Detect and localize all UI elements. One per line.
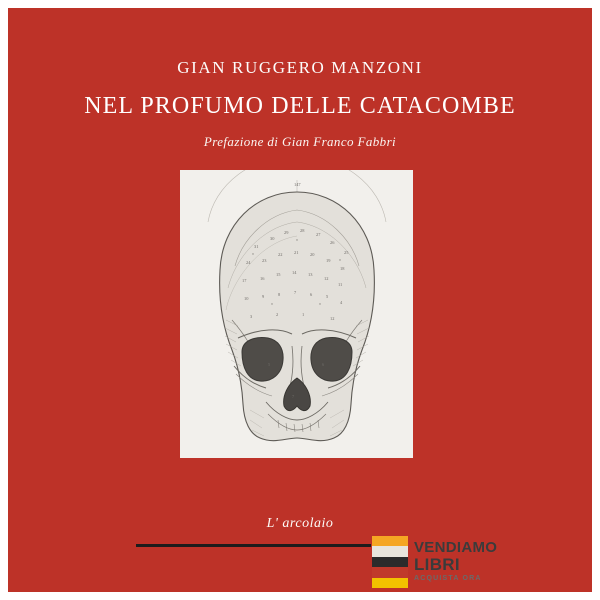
watermark-line-2: LIBRI	[414, 555, 460, 574]
svg-text:1: 1	[302, 312, 305, 317]
svg-text:3: 3	[250, 314, 253, 319]
svg-text:6: 6	[310, 292, 313, 297]
svg-text:28: 28	[300, 228, 305, 233]
cover-divider-rule	[136, 544, 371, 547]
flag-stripes-icon	[372, 536, 408, 588]
svg-text:26: 26	[330, 240, 335, 245]
book-title: NEL PROFUMO DELLE CATACOMBE	[84, 93, 516, 119]
svg-text:12: 12	[324, 276, 329, 281]
book-cover	[8, 8, 592, 592]
vendiamo-libri-watermark[interactable]	[372, 536, 512, 588]
author-name: GIAN RUGGERO MANZONI	[177, 58, 423, 77]
svg-text:24: 24	[246, 260, 251, 265]
svg-text:31: 31	[254, 244, 259, 249]
skull-illustration	[180, 170, 413, 458]
svg-text:17: 17	[242, 278, 247, 283]
svg-text:12: 12	[330, 316, 335, 321]
svg-text:23: 23	[262, 258, 267, 263]
watermark-line-3: ACQUISTA ORA	[414, 575, 482, 582]
svg-text:22: 22	[278, 252, 283, 257]
svg-text:18: 18	[340, 266, 345, 271]
svg-text:10: 10	[244, 296, 249, 301]
svg-text:9: 9	[262, 294, 265, 299]
svg-text:7: 7	[294, 290, 297, 295]
preface-credit: Prefazione di Gian Franco Fabbri	[203, 134, 397, 149]
svg-text:14: 14	[292, 270, 297, 275]
svg-text:16: 16	[260, 276, 265, 281]
svg-text:21: 21	[294, 250, 299, 255]
svg-text:20: 20	[310, 252, 315, 257]
svg-text:147: 147	[294, 182, 301, 187]
svg-text:6: 6	[322, 362, 325, 367]
svg-text:19: 19	[326, 258, 331, 263]
svg-text:13: 13	[308, 272, 313, 277]
svg-text:7: 7	[292, 394, 295, 399]
svg-text:27: 27	[316, 232, 321, 237]
publisher-imprint: L' arcolaio	[266, 516, 334, 531]
svg-text:4: 4	[340, 300, 343, 305]
svg-text:30: 30	[270, 236, 275, 241]
skull-engraving-svg	[180, 170, 413, 458]
watermark-line-1: VENDIAMO	[414, 539, 498, 556]
svg-text:8: 8	[278, 292, 281, 297]
svg-text:11: 11	[338, 282, 343, 287]
watermark-text	[408, 536, 512, 588]
svg-text:29: 29	[284, 230, 289, 235]
svg-text:25: 25	[344, 250, 349, 255]
svg-text:15: 15	[276, 272, 281, 277]
svg-text:2: 2	[276, 312, 279, 317]
svg-text:5: 5	[268, 362, 271, 367]
svg-text:5: 5	[326, 294, 329, 299]
